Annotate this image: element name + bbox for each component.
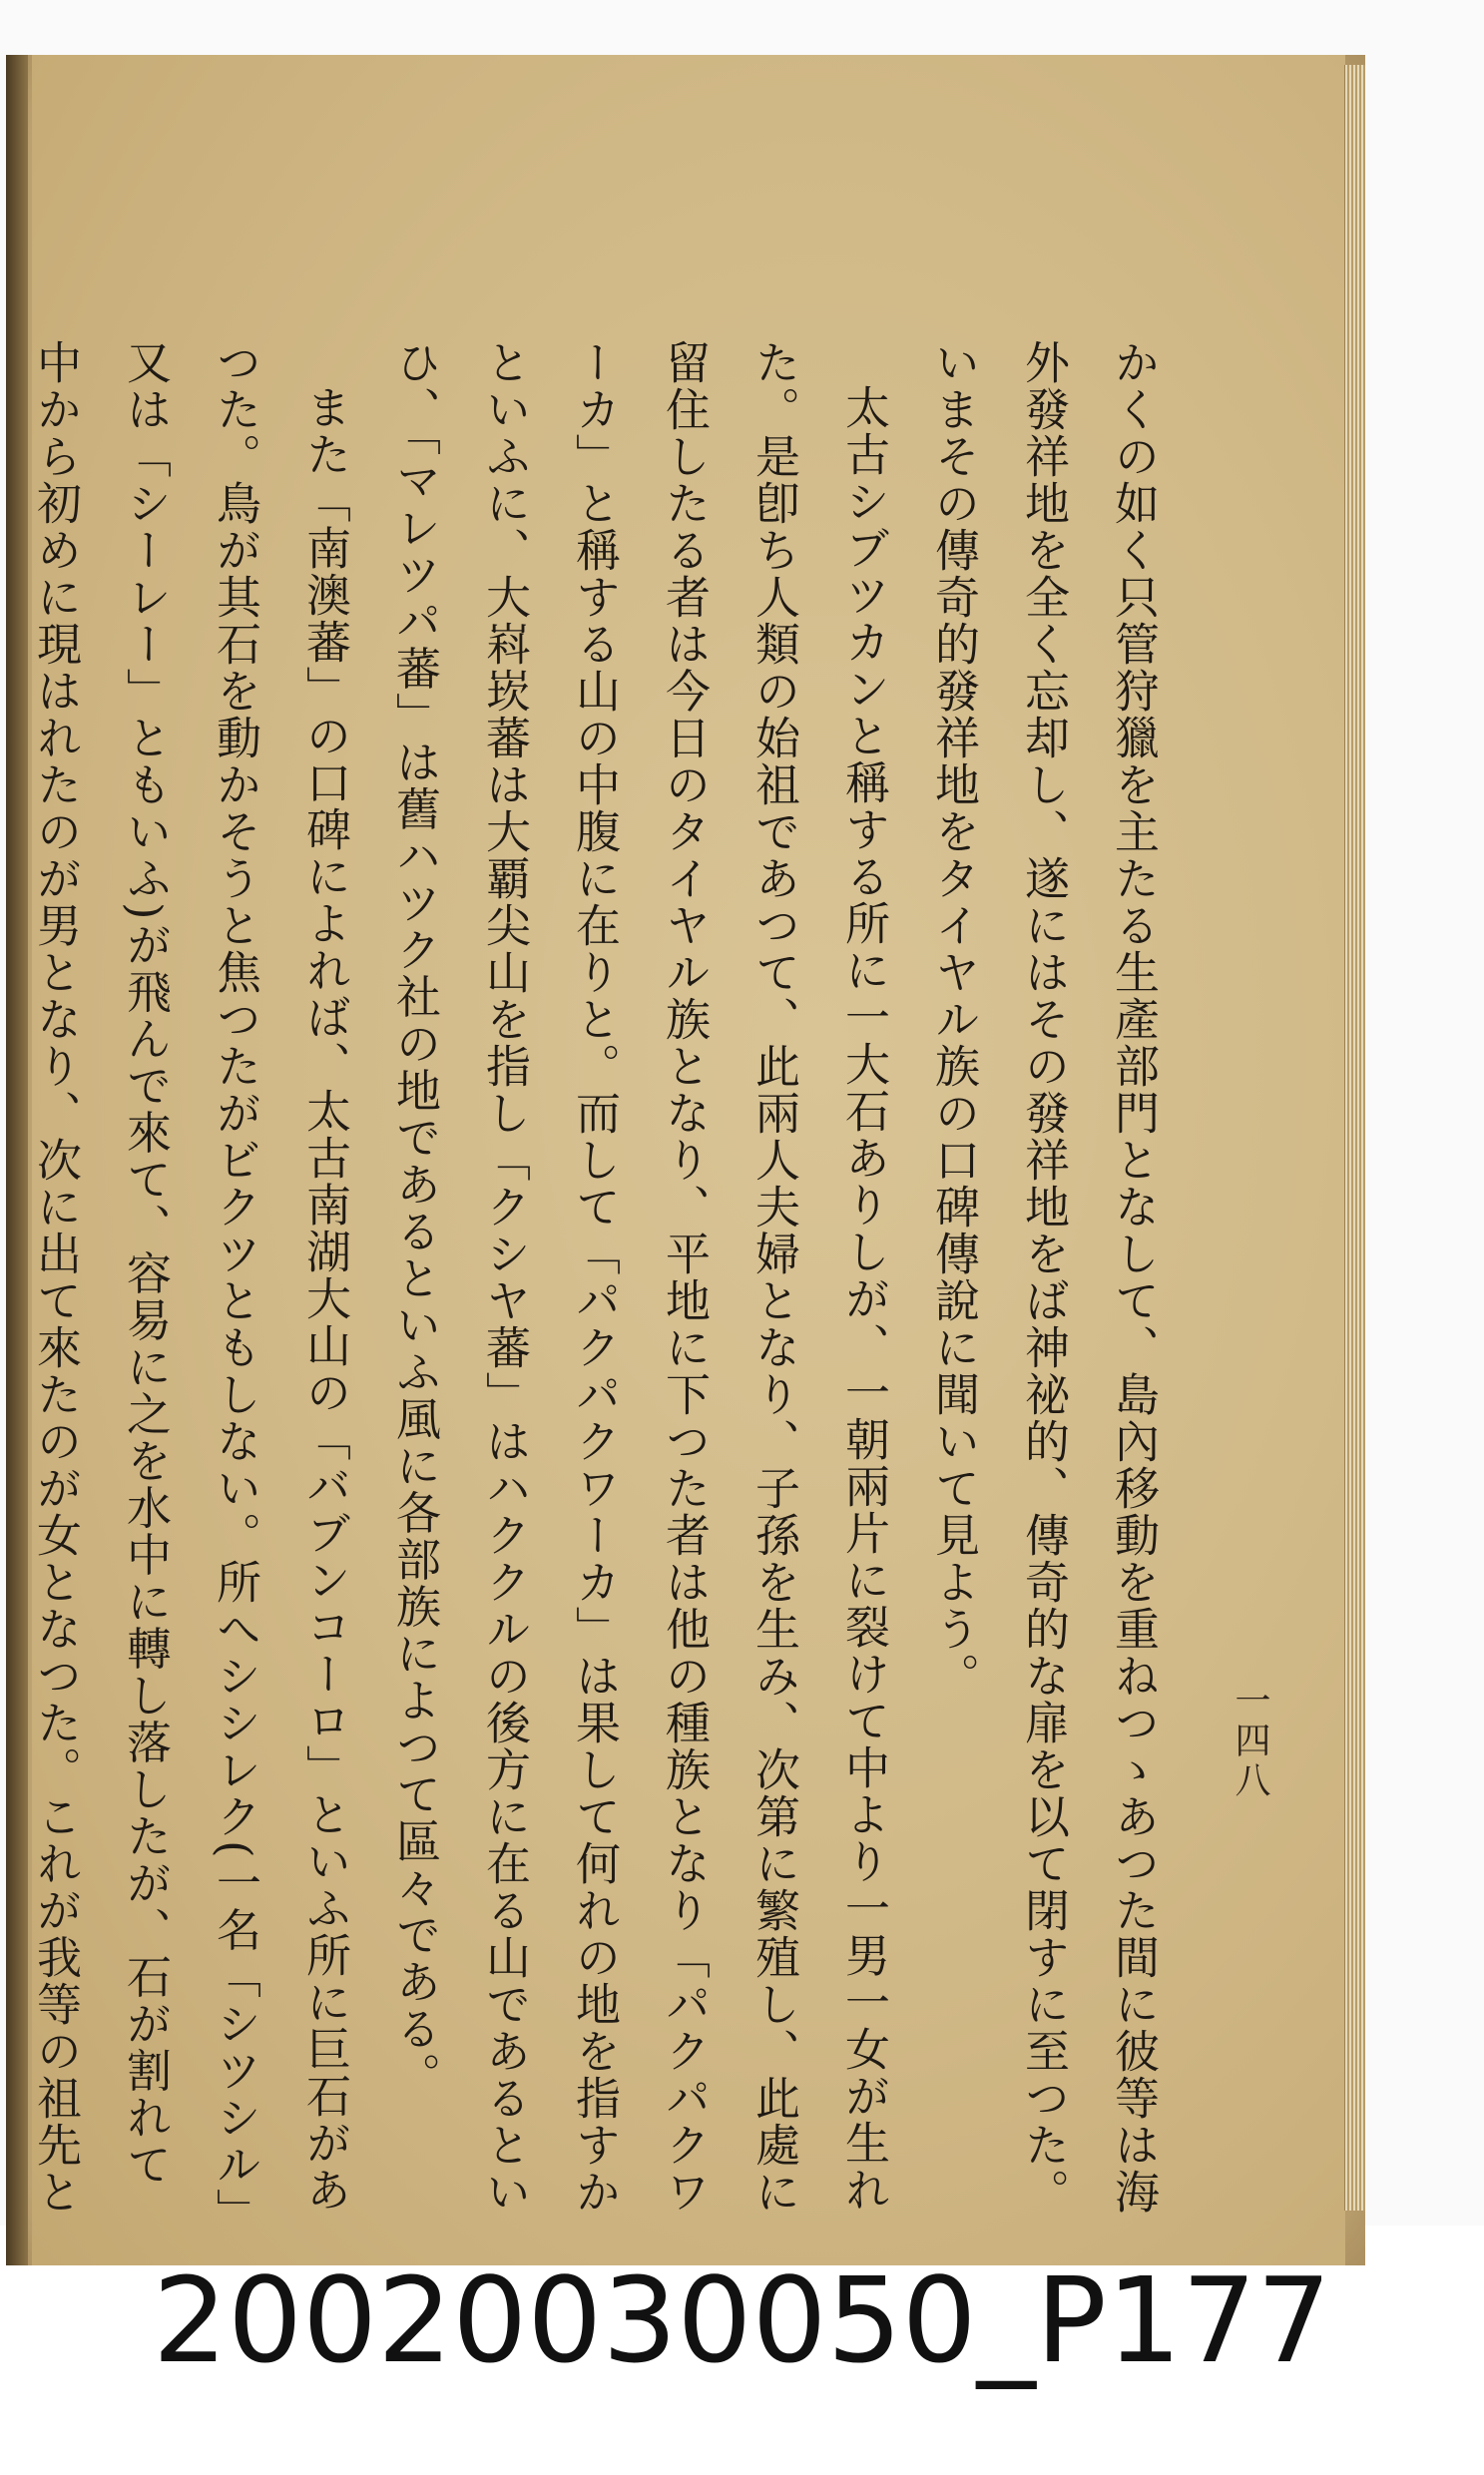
page-edges (1344, 65, 1365, 2211)
paragraph: 太古シブツカンと稱する所に一大石ありしが、一朝兩片に裂けて中より一男一女が生れた。是卽ち人類の始祖であつて、此兩人夫婦となり、子孫を生み、次第に繁殖し、此處に留住したる者は今日のタイヤル族となり、平地に下つた者は他の種族となり「パクパクワーカ」と稱する山の中腹に在りと。而して「パクパクワーカ」は果して何れの地を指すかといふに、大嵙崁蕃は大覇尖山を指し「クシヤ蕃」はハククルの後方に在る山であるといひ、「マレツパ蕃」は舊ハツク社の地であるといふ風に各部族によつて區々である。 (388, 339, 890, 2216)
page-number: 一四八 (1230, 1682, 1270, 1801)
vertical-text-body (29, 339, 1178, 2216)
image-caption: 20020030050_P177 (152, 2251, 1332, 2389)
book-page-scan (6, 55, 1365, 2265)
page-paper (29, 55, 1345, 2265)
paragraph: かくの如く只管狩獵を主たる生產部門となして、島內移動を重ねつゝあつた間に彼等は海外發祥地を全く忘却し、遂にはその發祥地をば神祕的、傳奇的な扉を以て閉すに至つた。いまその傳奇的發祥地をタイヤル族の口碑傳說に聞いて見よう。 (927, 339, 1160, 2216)
paragraph: また「南澳蕃」の口碑によれば、太古南湖大山の「バブンコーロ」といふ所に巨石があつた。鳥が其石を動かそうと焦つたがビクツともしない。所へシシレク(一名「シツシル」又は「シーレー」ともいふ)が飛んで來て、容易に之を水中に轉し落したが、石が割れて中から初めに現はれたのが男となり、次に出て來たのが女となつた。これが我等の祖先と (29, 339, 351, 2216)
